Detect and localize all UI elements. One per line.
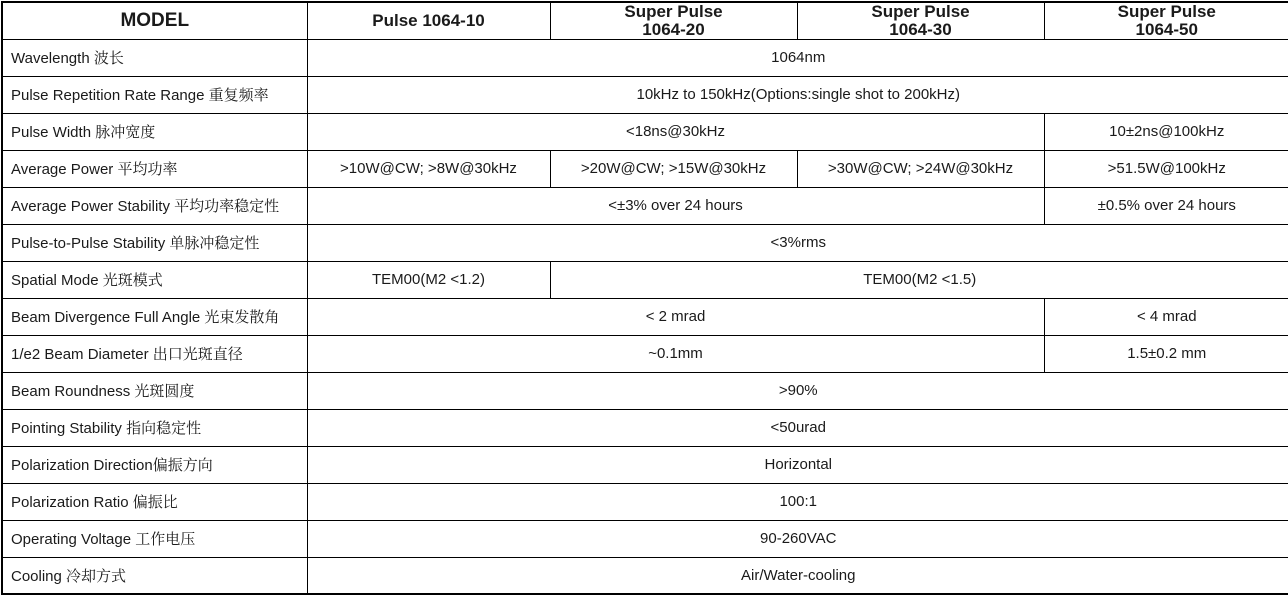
laser-spec-table <box>1 1 1288 595</box>
header-row <box>2 2 1288 39</box>
spec-value: Air/Water-cooling <box>307 557 1288 594</box>
spec-label: Average Power 平均功率 <box>2 150 307 187</box>
spec-row-beam-diameter <box>2 335 1288 372</box>
spec-table-body <box>2 39 1288 594</box>
column-header-pulse-1064-10 <box>307 2 550 39</box>
column-title: Pulse 1064-10 <box>308 12 550 30</box>
spec-row-beam-divergence <box>2 298 1288 335</box>
column-subtitle: 1064-30 <box>798 21 1044 39</box>
column-title: Super Pulse <box>798 3 1044 21</box>
spec-row-average-power <box>2 150 1288 187</box>
spec-value: >51.5W@100kHz <box>1044 150 1288 187</box>
spec-value: >30W@CW; >24W@30kHz <box>797 150 1044 187</box>
spec-value: < 4 mrad <box>1044 298 1288 335</box>
spec-row-average-power-stability <box>2 187 1288 224</box>
spec-row-pulse-width <box>2 113 1288 150</box>
column-header-super-pulse-1064-50 <box>1044 2 1288 39</box>
spec-label: Average Power Stability 平均功率稳定性 <box>2 187 307 224</box>
spec-label: Cooling 冷却方式 <box>2 557 307 594</box>
spec-label: Spatial Mode 光斑模式 <box>2 261 307 298</box>
spec-value: 100:1 <box>307 483 1288 520</box>
spec-row-beam-roundness <box>2 372 1288 409</box>
spec-value: >20W@CW; >15W@30kHz <box>550 150 797 187</box>
spec-value: < 2 mrad <box>307 298 1044 335</box>
spec-table-container <box>0 1 1288 595</box>
spec-value: 1.5±0.2 mm <box>1044 335 1288 372</box>
spec-row-wavelength <box>2 39 1288 76</box>
spec-label: Operating Voltage 工作电压 <box>2 520 307 557</box>
spec-value: TEM00(M2 <1.2) <box>307 261 550 298</box>
spec-row-pulse-to-pulse-stability <box>2 224 1288 261</box>
spec-row-cooling <box>2 557 1288 594</box>
column-subtitle: 1064-50 <box>1045 21 1288 39</box>
spec-label: Polarization Ratio 偏振比 <box>2 483 307 520</box>
spec-label: Wavelength 波长 <box>2 39 307 76</box>
spec-value: ±0.5% over 24 hours <box>1044 187 1288 224</box>
spec-value: <50urad <box>307 409 1288 446</box>
spec-value: >10W@CW; >8W@30kHz <box>307 150 550 187</box>
spec-label: Beam Divergence Full Angle 光束发散角 <box>2 298 307 335</box>
spec-label: Polarization Direction偏振方向 <box>2 446 307 483</box>
spec-value: >90% <box>307 372 1288 409</box>
model-header: MODEL <box>2 2 307 39</box>
column-header-super-pulse-1064-20 <box>550 2 797 39</box>
spec-label: Pulse Width 脉冲宽度 <box>2 113 307 150</box>
spec-value: 1064nm <box>307 39 1288 76</box>
spec-value: <3%rms <box>307 224 1288 261</box>
spec-table-header <box>2 2 1288 39</box>
spec-label: Pulse Repetition Rate Range 重复频率 <box>2 76 307 113</box>
column-header-super-pulse-1064-30 <box>797 2 1044 39</box>
spec-row-operating-voltage <box>2 520 1288 557</box>
spec-value: ~0.1mm <box>307 335 1044 372</box>
spec-value: 90-260VAC <box>307 520 1288 557</box>
spec-label: Pulse-to-Pulse Stability 单脉冲稳定性 <box>2 224 307 261</box>
spec-value: Horizontal <box>307 446 1288 483</box>
spec-label: 1/e2 Beam Diameter 出口光斑直径 <box>2 335 307 372</box>
spec-value: 10kHz to 150kHz(Options:single shot to 200kHz) <box>307 76 1288 113</box>
spec-value: 10±2ns@100kHz <box>1044 113 1288 150</box>
column-subtitle: 1064-20 <box>551 21 797 39</box>
spec-row-spatial-mode <box>2 261 1288 298</box>
column-title: Super Pulse <box>1045 3 1288 21</box>
spec-label: Beam Roundness 光斑圆度 <box>2 372 307 409</box>
spec-row-pointing-stability <box>2 409 1288 446</box>
column-title: Super Pulse <box>551 3 797 21</box>
spec-row-pulse-repetition-rate <box>2 76 1288 113</box>
spec-value: <18ns@30kHz <box>307 113 1044 150</box>
spec-value: <±3% over 24 hours <box>307 187 1044 224</box>
spec-value: TEM00(M2 <1.5) <box>550 261 1288 298</box>
spec-row-polarization-direction <box>2 446 1288 483</box>
spec-row-polarization-ratio <box>2 483 1288 520</box>
spec-label: Pointing Stability 指向稳定性 <box>2 409 307 446</box>
